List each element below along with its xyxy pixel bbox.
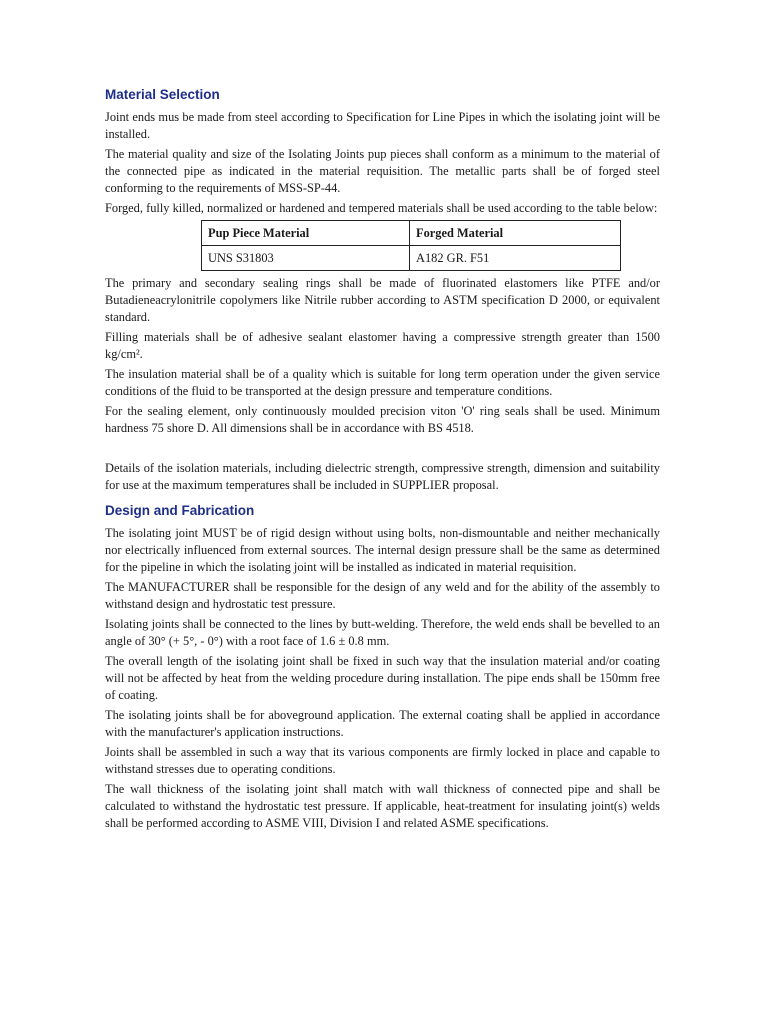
table-row: [202, 246, 621, 271]
paragraph: Joint ends mus be made from steel according to Specification for Line Pipes in which the isolating joint will be installed.: [105, 110, 660, 141]
table-cell: UNS S31803: [202, 246, 410, 271]
column-header-forged: Forged Material: [410, 221, 621, 246]
paragraph: The isolating joint MUST be of rigid design without using bolts, non-dismountable and neither mechanically nor electrically influenced from external sources. The internal design pressure shall be the same as determined for the pipeline in which the isolating joint will be installed as indicated in material requisition.: [105, 526, 660, 574]
paragraph: Forged, fully killed, normalized or hardened and tempered materials shall be used according to the table below:: [105, 201, 658, 215]
section-heading-design-fabrication: Design and Fabrication: [105, 503, 255, 518]
paragraph-details: Details of the isolation materials, including dielectric strength, compressive strength, dimension and suitability for use at the maximum temperatures shall be included in SUPPLIER proposal.: [105, 461, 660, 492]
paragraph: Joints shall be assembled in such a way that its various components are firmly locked in place and capable to withstand stresses due to operating conditions.: [105, 745, 660, 776]
materials-table: [201, 220, 621, 271]
table-header-row: [202, 221, 621, 246]
spacer: [105, 440, 660, 460]
paragraph: The material quality and size of the Isolating Joints pup pieces shall conform as a minimum to the material of the connected pipe as indicated in the material requisition. The metallic parts shall be of forged steel conforming to the requirements of MSS-SP-44.: [105, 147, 660, 195]
paragraph: The insulation material shall be of a quality which is suitable for long term operation under the given service conditions of the fluid to be transported at the design pressure and temperature conditions.: [105, 367, 660, 398]
paragraph: The MANUFACTURER shall be responsible for the design of any weld and for the ability of the assembly to withstand design and hydrostatic test pressure.: [105, 580, 660, 611]
paragraph: The overall length of the isolating joint shall be fixed in such way that the insulation material and/or coating will not be affected by heat from the welding procedure during installation. The pipe ends shall be 150mm free of coating.: [105, 654, 660, 702]
paragraph: The primary and secondary sealing rings shall be made of fluorinated elastomers like PTFE and/or Butadieneacrylonitrile copolymers like Nitrile rubber according to ASTM specification D 2000, or equivalent standard.: [105, 276, 660, 324]
section-heading-material-selection: Material Selection: [105, 87, 220, 102]
paragraph: Filling materials shall be of adhesive sealant elastomer having a compressive strength greater than 1500 kg/cm².: [105, 330, 660, 361]
paragraph: The wall thickness of the isolating joint shall match with wall thickness of connected pipe and shall be calculated to withstand the hydrostatic test pressure. If applicable, heat-treatment for insulating joint(s) welds shall be performed according to ASME VIII, Division I and related ASME specifications.: [105, 782, 660, 830]
paragraph: The isolating joints shall be for aboveground application. The external coating shall be applied in accordance with the manufacturer's application instructions.: [105, 708, 660, 739]
paragraph: For the sealing element, only continuously moulded precision viton 'O' ring seals shall be used. Minimum hardness 75 shore D. All dimensions shall be in accordance with BS 4518.: [105, 404, 660, 435]
column-header-pup-piece: Pup Piece Material: [202, 221, 410, 246]
table-cell: A182 GR. F51: [410, 246, 621, 271]
paragraph: Isolating joints shall be connected to the lines by butt-welding. Therefore, the weld ends shall be bevelled to an angle of 30° (+ 5°, - 0°) with a root face of 1.6 ± 0.8 mm.: [105, 617, 660, 648]
